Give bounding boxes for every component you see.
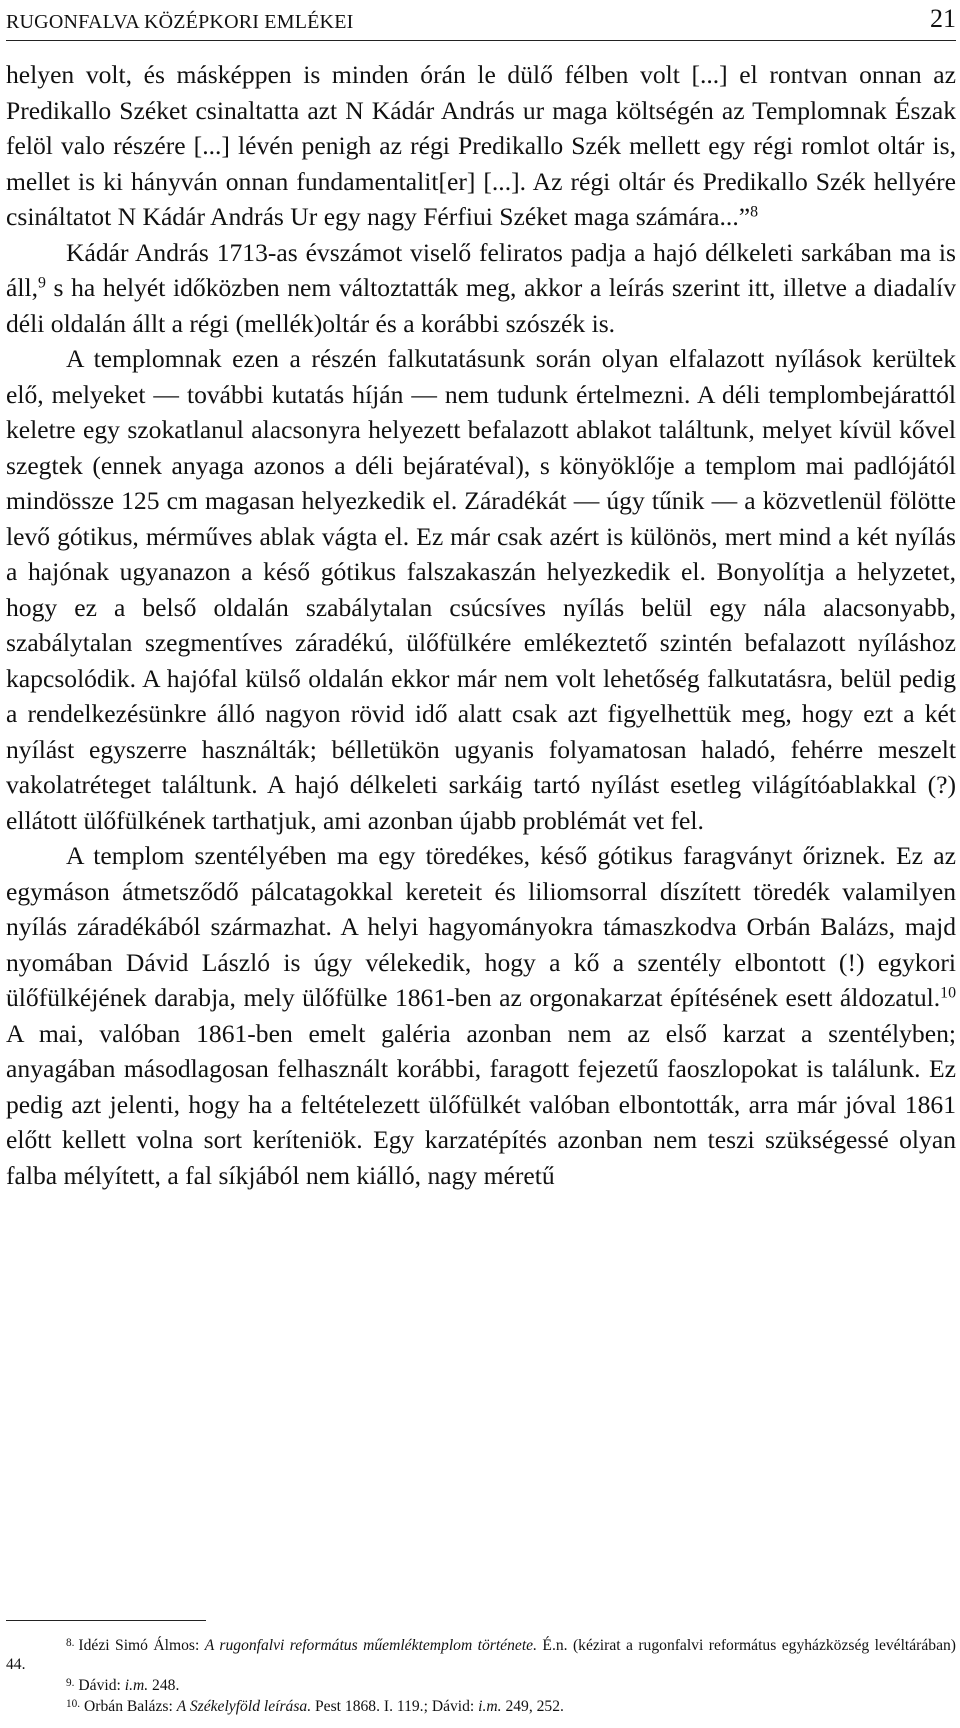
- footnote-text: Dávid:: [78, 1676, 125, 1694]
- paragraph-pew-text-a: Kádár András 1713-as évszámot viselő feliratos padja a hajó délkeleti sarkában ma is áll,: [6, 237, 956, 302]
- footnote-number: 9.: [66, 1676, 75, 1689]
- footnote-title: i.m.: [478, 1697, 502, 1715]
- footnote-number: 10.: [66, 1697, 81, 1710]
- footnote-rule: [6, 1620, 206, 1621]
- paragraph-sanctuary-text-b: A mai, valóban 1861-ben emelt galéria azonban nem az első karzat a szentélyben; anyagában másodlagosan felhasznált korábbi, faragott fejezetű faoszlopokat is találunk. Ez pedig azt jelenti, hogy ha a feltételezett ülőfülkét valóban elbontották, arra már jóval 1861 előtt kellett volna sort keríteniök. Egy karzatépítés azonban nem teszi szükségessé olyan falba mélyített, a fal síkjából nem kiálló, nagy méretű: [6, 1018, 956, 1190]
- footnote-text: Idézi Simó Álmos:: [78, 1636, 205, 1654]
- footnote-text: Orbán Balázs:: [84, 1697, 177, 1715]
- footnote-ref-10: 10: [940, 984, 956, 1002]
- footnotes: [6, 1634, 956, 1716]
- running-title: RUGONFALVA KÖZÉPKORI EMLÉKEI: [6, 11, 354, 33]
- page-header: [6, 0, 956, 34]
- footnote-ref-9: 9: [37, 274, 46, 292]
- footnote-ref-8: 8: [750, 203, 759, 221]
- document-page: [6, 0, 956, 1728]
- footnote-title: A Székelyföld leírása.: [176, 1697, 312, 1715]
- footnote-number: 8.: [66, 1637, 75, 1649]
- paragraph-sanctuary-text-a: A templom szentélyében ma egy töredékes, késő gótikus faragványt őriznek. Ez az egymáson átmetsződő pálcatagokkal kereteit és liliomsorral díszített töredék valamilyen nyílás záradékából származhat. A helyi hagyományokra támaszkodva Orbán Balázs, majd nyomában Dávid László is úgy vélekedik, hogy a kő a szentély elbontott (!) egykori ülőfülkéjének darabja, mely ülőfülke 1861-ben az orgonakarzat építésének esett áldozatul.: [6, 841, 956, 1012]
- footnote-8: [6, 1634, 956, 1674]
- paragraph-pew: [6, 235, 956, 342]
- footnote-text: 249, 252.: [501, 1697, 564, 1715]
- footnote-text: Pest 1868. I. 119.; Dávid:: [311, 1697, 479, 1715]
- body-text: [6, 57, 956, 1193]
- paragraph-openings: A templomnak ezen a részén falkutatásunk során olyan elfalazott nyílások kerültek elő, melyeket — további kutatás híján — nem tudunk értelmezni. A déli templombejárattól keletre egy szokatlanul alacsonyra helyezett befalazott ablakot találtunk, melyet kívül kővel szegtek (ennek anyaga azonos a déli bejáratéval), s könyöklője a templom mai padlójától mindössze 125 cm magasan helyezkedik el. Záradékát — úgy tűnik — a közvetlenül fölötte levő gótikus, mérműves ablak vágta el. Ez már csak azért is különös, mert mind a két nyílás a hajónak ugyanazon a késő gótikus falszakaszán helyezkedik el. Bonyolítja a helyzetet, hogy ez a belső oldalán szabálytalan csúcsíves nyílás belül egy nála alacsonyabb, szabálytalan szegmentíves záradékú, ülőfülkére emlékeztető szintén befalazott nyíláshoz kapcsolódik. A hajófal külső oldalán ekkor már nem volt lehetőség falkutatásra, belül pedig a rendelkezésünkre álló nagyon rövid idő alatt csak azt figyelhettük meg, hogy ezt a két nyílást egyszerre használták; bélletükön ugyanis folyamatosan haladó, fehérre meszelt vakolatréteget találtunk. A hajó délkeleti sarkáig tartó nyílást esetleg világítóablakkal (?) ellátott ülőfülkének tarthatjuk, ami azonban újabb problémát vet fel.: [6, 344, 956, 835]
- paragraph-sanctuary: [6, 838, 956, 1193]
- footnote-title: A rugonfalvi református műemléktemplom története.: [204, 1636, 537, 1654]
- footnote-text: 248.: [148, 1676, 180, 1694]
- footnote-text: É.n. (kézirat a rugonfalvi református egyházközség levéltárában) 44.: [6, 1636, 956, 1673]
- paragraph-pew-text-b: s ha helyét időközben nem változtatták meg, akkor a leírás szerint itt, illetve a diadalív déli oldalán állt a régi (mellék)oltár és a korábbi szószék is.: [6, 273, 956, 338]
- footnote-9: [6, 1674, 956, 1695]
- footnote-title: i.m.: [124, 1676, 149, 1694]
- header-rule: [6, 40, 956, 41]
- quotation-paragraph: [6, 57, 956, 235]
- footnote-10: [6, 1695, 956, 1716]
- page-number: 21: [930, 4, 956, 33]
- quotation-text: helyen volt, és másképpen is minden órán le dülő félben volt [...] el rontvan onnan az Predikallo Széket csinaltatta azt N Kádár András ur maga költségén az Templomnak Észak felöl valo részére [...] lévén penigh az régi Predikallo Szék mellett egy régi romlot oltár is, mellet is ki hányván onnan fundamentalit[er] [...]. Az régi oltár és Predikallo Szék hellyére csináltatot N Kádár András Ur egy nagy Férfiui Széket maga számára...”: [6, 60, 956, 231]
